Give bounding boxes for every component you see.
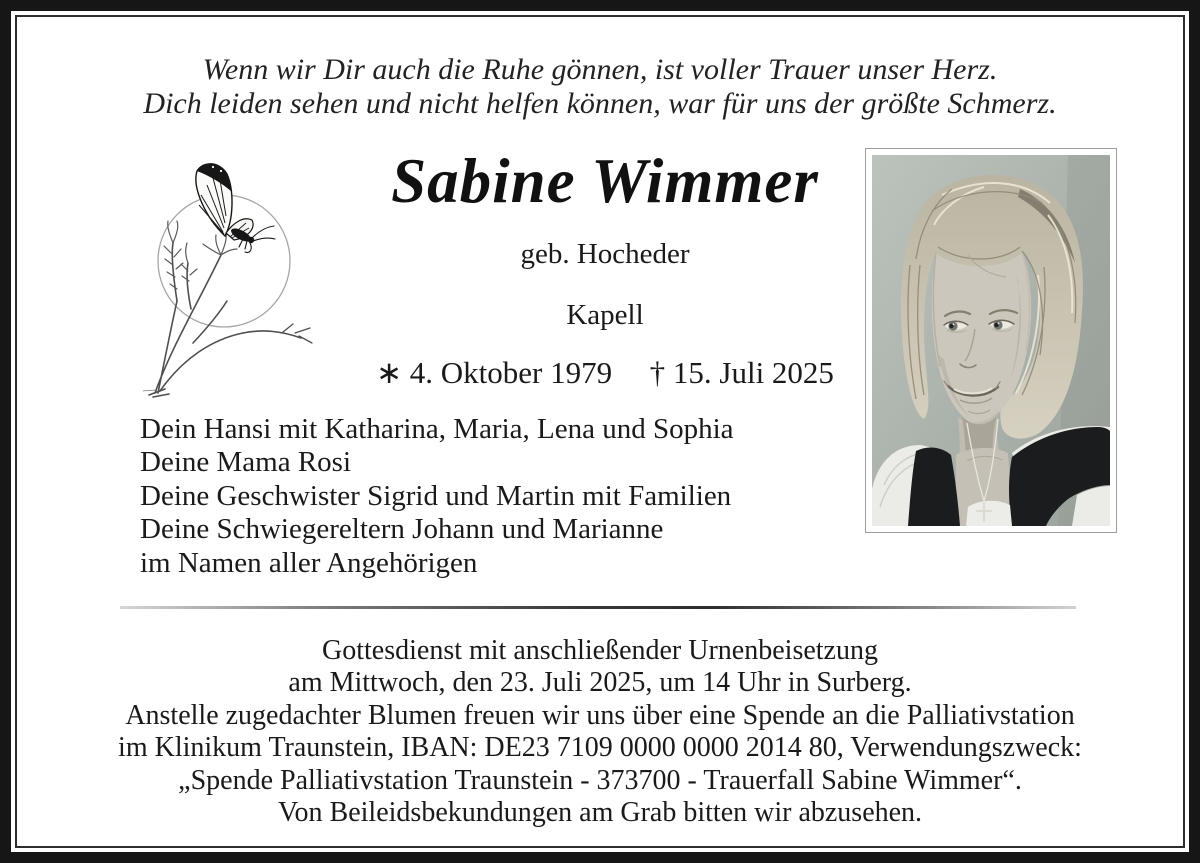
mourner-line: Deine Geschwister Sigrid und Martin mit Familien: [140, 479, 732, 512]
deceased-name: Sabine Wimmer: [391, 146, 819, 216]
epigraph-line-2: Dich leiden sehen und nicht helfen können, war für uns der größte Schmerz.: [143, 87, 1057, 120]
residence: Kapell: [566, 299, 644, 331]
mourner-line: Deine Mama Rosi: [140, 446, 352, 479]
card-content: [17, 17, 1183, 846]
portrait-photo: [872, 155, 1110, 526]
service-line: Von Beileidsbekundungen am Grab bitten wir abzusehen.: [277, 797, 923, 829]
inner-frame: [15, 15, 1185, 848]
service-line: Gottesdienst mit anschließender Urnenbeisetzung: [322, 635, 878, 666]
divider-rule: [120, 606, 1076, 609]
epigraph-line-1: Wenn wir Dir auch die Ruhe gönnen, ist voller Trauer unser Herz.: [202, 53, 998, 86]
service-line: im Klinikum Traunstein, IBAN: DE23 7109 0000 0000 2014 80, Verwendungszweck:: [118, 732, 1082, 764]
mourner-line: Dein Hansi mit Katharina, Maria, Lena und Sophia: [140, 413, 734, 445]
mourner-line: Deine Schwiegereltern Johann und Marianne: [140, 513, 664, 546]
epigraph: [17, 53, 1183, 121]
birth-date: 4. Oktober 1979: [409, 355, 613, 390]
service-line: am Mittwoch, den 23. Juli 2025, um 14 Uhr in Surberg.: [288, 667, 912, 699]
service-line: „Spende Palliativstation Traunstein - 373700 - Trauerfall Sabine Wimmer“.: [178, 764, 1022, 796]
mourners-list: [140, 413, 734, 580]
birth-symbol: ∗: [376, 355, 403, 390]
death-date: 15. Juli 2025: [672, 355, 834, 390]
service-line: Anstelle zugedachter Blumen freuen wir uns über eine Spende an die Palliativstation: [125, 699, 1075, 731]
service-information: [17, 635, 1183, 829]
mourner-line: im Namen aller Angehörigen: [140, 546, 478, 579]
life-dates: [305, 355, 905, 391]
death-symbol: †: [649, 355, 666, 390]
birth-name: geb. Hocheder: [520, 238, 690, 270]
portrait-photo-frame: [865, 148, 1117, 533]
